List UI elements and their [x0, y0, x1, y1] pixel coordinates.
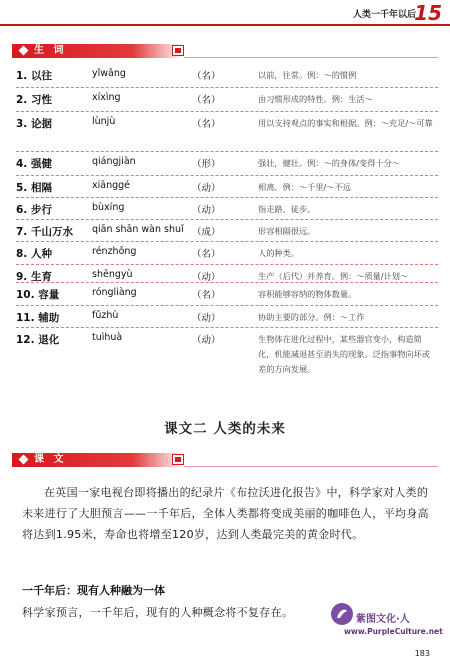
vocab-word: 4. 强健: [16, 158, 52, 170]
vocab-word: 6. 步行: [16, 204, 52, 216]
book-icon: [172, 454, 184, 465]
vocab-part-of-speech: （动）: [192, 272, 221, 283]
vocab-part-of-speech: （成）: [192, 227, 221, 238]
vocab-part-of-speech: （名）: [192, 249, 221, 260]
vocab-pinyin: bùxíng: [92, 202, 125, 213]
diamond-icon: [19, 46, 29, 56]
row-divider: [16, 197, 438, 198]
lesson-title: 课文二 人类的未来: [164, 421, 286, 437]
watermark: [330, 598, 443, 644]
lesson-paragraph: 在英国一家电视台即将播出的纪录片《布拉沃进化报告》中，科学家对人类的未来进行了大胆预言——一千年后，全体人类都将变成美丽的咖啡色人，平均身高将达到1.95米，寿命也将增至120岁，达到人类最完美的黄金时代。: [22, 486, 429, 541]
vocab-part-of-speech: （动）: [192, 205, 221, 216]
vocab-pinyin: fǔzhù: [92, 310, 119, 321]
vocab-part-of-speech: （动）: [192, 313, 221, 324]
diamond-icon: [19, 455, 29, 465]
vocab-word: 7. 千山万水: [16, 226, 73, 238]
vocab-part-of-speech: （名）: [192, 95, 221, 106]
vocab-word: 2. 习性: [16, 94, 52, 106]
vocab-word: 12. 退化: [16, 334, 60, 346]
vocab-part-of-speech: （名）: [192, 119, 221, 130]
vocab-definition: 用以支持观点的事实和根据。例：～充足/～可靠: [258, 118, 433, 128]
row-divider: [16, 175, 438, 176]
vocab-pinyin: rénzhǒng: [92, 246, 137, 257]
row-divider: [16, 111, 438, 112]
text-section-label: 课 文: [34, 454, 67, 465]
vocab-part-of-speech: （动）: [192, 183, 221, 194]
header-title: 人类一千年以后: [352, 10, 416, 20]
row-divider: [16, 282, 438, 283]
row-divider: [16, 241, 438, 242]
vocab-pinyin: shēngyù: [92, 269, 133, 280]
page-header: [0, 0, 450, 26]
vocab-definition: 由习惯形成的特性。例：生活～: [258, 94, 373, 104]
vocab-definition: 协助主要的部分。例：～工作: [258, 312, 365, 322]
vocab-part-of-speech: （形）: [192, 159, 221, 170]
vocab-part-of-speech: （动）: [192, 335, 221, 346]
vocab-definition: 生物体在进化过程中，某些器官变小，构造简化，机能减退甚至消失的现象。泛指事物向坏或差的方向发展。: [258, 334, 430, 374]
chapter-number: 15: [414, 1, 442, 25]
watermark-url: www.PurpleCulture.net: [344, 627, 443, 636]
vocab-definition: 生产（后代）并养育。例：～质量/计划～: [258, 271, 409, 281]
vocab-word: 11. 辅助: [16, 312, 60, 324]
vocab-part-of-speech: （名）: [192, 290, 221, 301]
row-divider: [16, 151, 438, 152]
vocab-part-of-speech: （名）: [192, 71, 221, 82]
vocab-definition: 以前，往常。例：～的惯例: [258, 70, 357, 80]
book-icon: [172, 45, 184, 56]
vocab-word: 10. 容量: [16, 289, 60, 301]
vocab-word: 3. 论据: [16, 118, 52, 130]
lesson-subheading: 一千年后：现有人种融为一体: [22, 584, 165, 597]
vocab-pinyin: yǐwǎng: [92, 68, 126, 79]
vocab-word: 1. 以往: [16, 70, 52, 82]
vocab-word: 5. 相隔: [16, 182, 52, 194]
vocab-word: 8. 人种: [16, 248, 52, 260]
row-divider: [16, 264, 438, 265]
page-number: 183: [414, 649, 430, 658]
row-divider: [16, 327, 438, 328]
vocab-pinyin: xiānggé: [92, 180, 131, 191]
vocab-word: 9. 生育: [16, 271, 52, 283]
watermark-name: 紫图文化·人: [356, 614, 410, 625]
vocab-section-label: 生 词: [34, 45, 67, 56]
vocab-definition: 容积能够容纳的物体数量。: [258, 289, 357, 299]
row-divider: [16, 87, 438, 88]
vocab-definition: 指走路、徒步。: [258, 204, 316, 214]
lesson-paragraph-2: 科学家预言，一千年后，现有的人种概念将不复存在。: [22, 606, 294, 619]
purple-culture-logo-icon: [330, 602, 354, 626]
banner-divider: [184, 466, 438, 467]
row-divider: [16, 305, 438, 306]
text-section-banner: [12, 453, 184, 467]
vocab-pinyin: qiángjiàn: [92, 156, 136, 167]
vocab-definition: 相离。例：～千里/～不远: [258, 182, 351, 192]
row-divider: [16, 219, 438, 220]
vocab-definition: 强壮，健壮。例：～的身体/变得十分～: [258, 158, 400, 168]
vocab-pinyin: róngliàng: [92, 287, 137, 298]
vocab-pinyin: lùnjù: [92, 116, 116, 127]
vocab-definition: 人的种类。: [258, 248, 299, 258]
vocab-pinyin: tuìhuà: [92, 332, 123, 343]
banner-divider: [184, 57, 438, 58]
vocab-section-banner: [12, 44, 184, 58]
vocab-definition: 形容相隔很远。: [258, 226, 316, 236]
vocab-pinyin: qiān shān wàn shuǐ: [92, 224, 184, 235]
vocab-pinyin: xíxìng: [92, 92, 121, 103]
